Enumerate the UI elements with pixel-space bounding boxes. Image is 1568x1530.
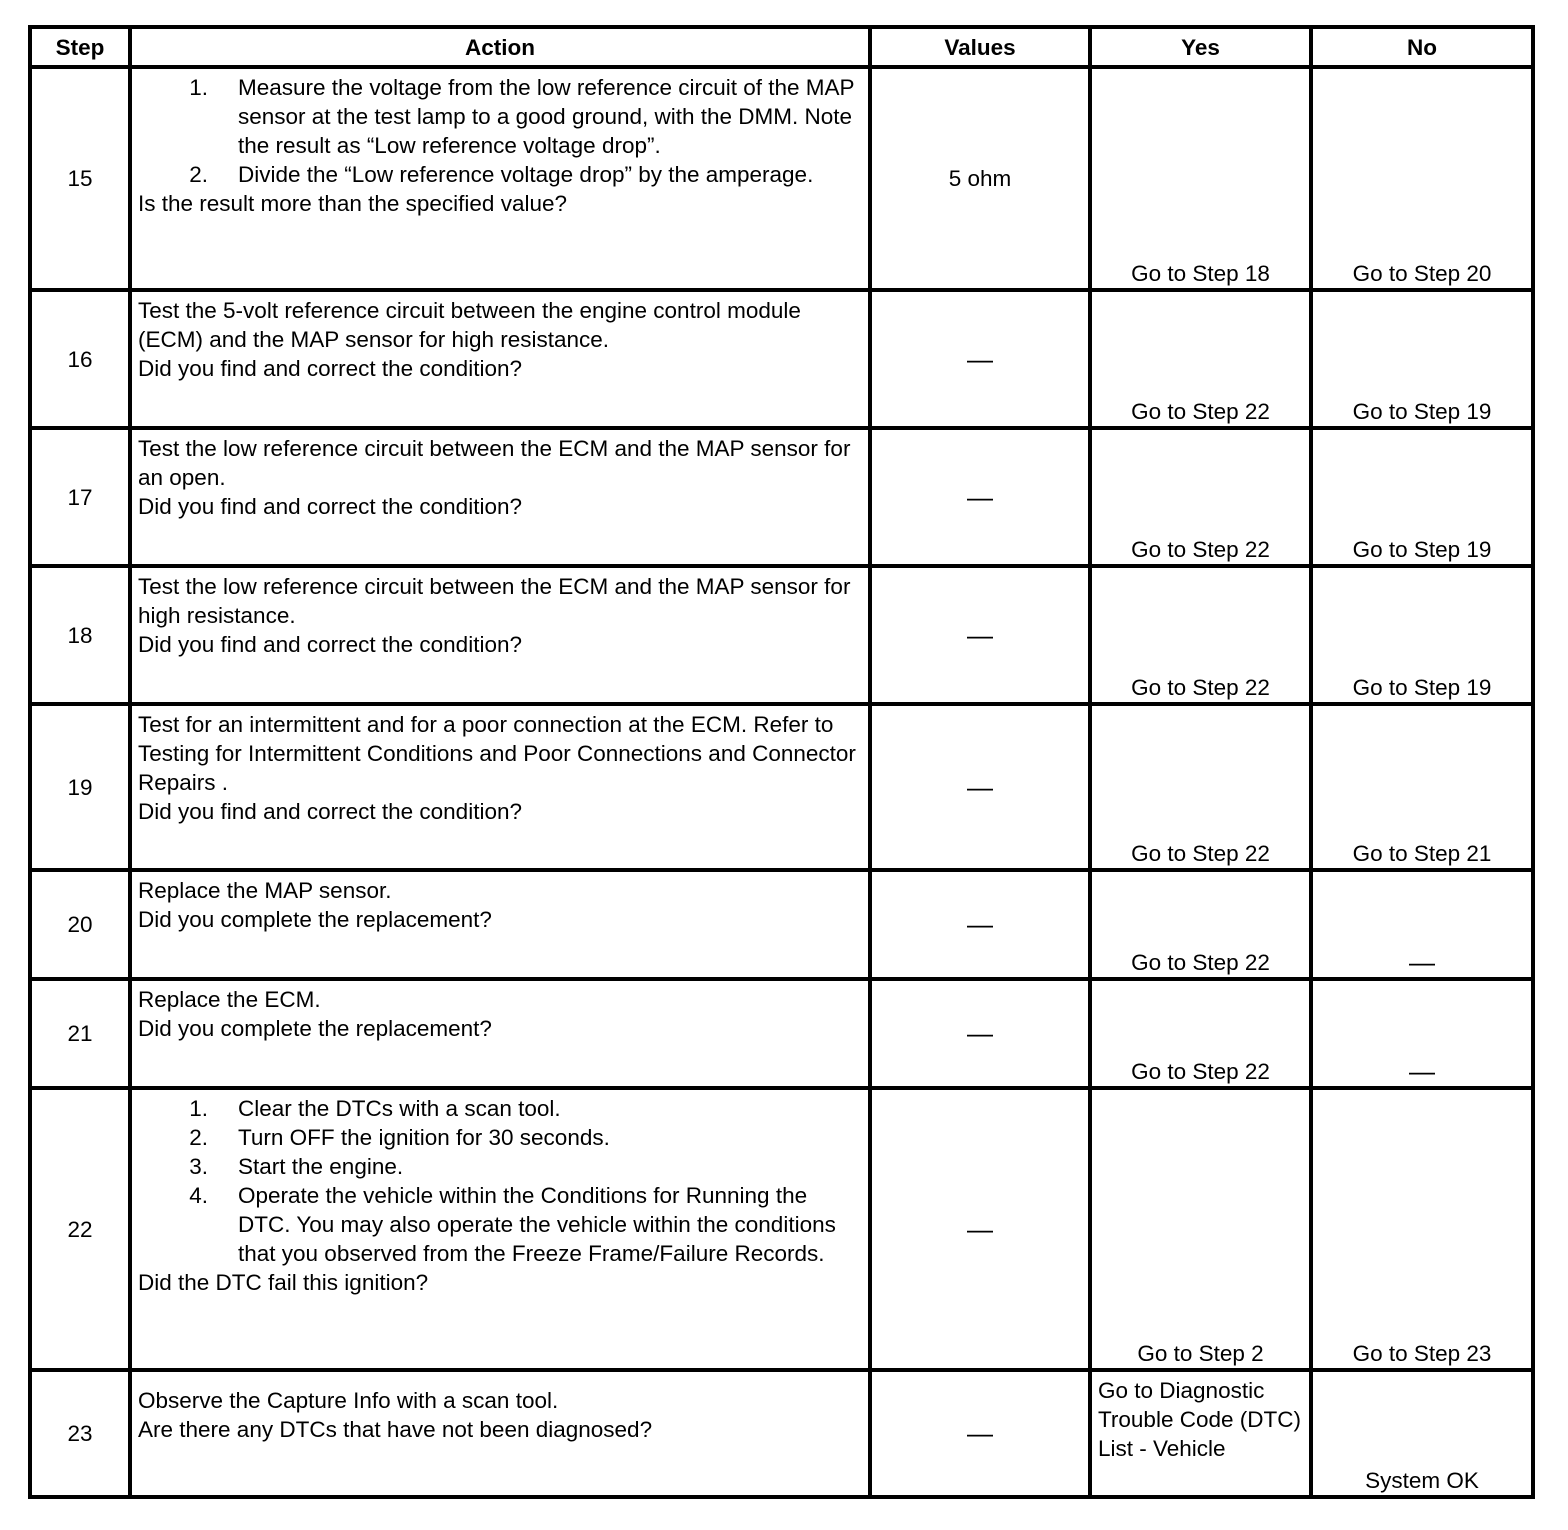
- action-text: Replace the MAP sensor.: [138, 878, 392, 903]
- action-text: Test the 5-volt reference circuit between the engine control module (ECM) and the MAP sensor for high resistance.: [138, 298, 801, 352]
- list-item: 4. Operate the vehicle within the Conditions for Running the DTC. You may also operate the vehicle within the conditions that you observed from the Freeze Frame/Failure Records.: [189, 1183, 836, 1266]
- header-row: [30, 27, 1533, 67]
- step-number: 15: [30, 67, 130, 290]
- value-cell: —: [870, 870, 1090, 979]
- action-cell: [130, 870, 870, 979]
- no-cell: System OK: [1311, 1370, 1533, 1497]
- action-text: Observe the Capture Info with a scan tool.: [138, 1388, 559, 1413]
- header-no: No: [1311, 27, 1533, 67]
- header-yes: Yes: [1090, 27, 1311, 67]
- action-question: Did you find and correct the condition?: [138, 632, 522, 657]
- yes-cell: Go to Step 22: [1090, 566, 1311, 704]
- table-row: [30, 704, 1533, 870]
- action-question: Did the DTC fail this ignition?: [138, 1270, 429, 1295]
- no-cell: —: [1311, 979, 1533, 1088]
- action-cell: [130, 566, 870, 704]
- step-number: 20: [30, 870, 130, 979]
- action-list: [138, 73, 862, 189]
- list-item: 2. Divide the “Low reference voltage drop” by the amperage.: [189, 162, 814, 187]
- yes-cell: Go to Diagnostic Trouble Code (DTC) List - Vehicle: [1090, 1370, 1311, 1497]
- step-number: 18: [30, 566, 130, 704]
- table-row: [30, 1088, 1533, 1370]
- value-cell: 5 ohm: [870, 67, 1090, 290]
- diagnostic-table: [28, 25, 1535, 1499]
- table-row: [30, 566, 1533, 704]
- value-cell: —: [870, 428, 1090, 566]
- table-row: [30, 290, 1533, 428]
- action-text: Test for an intermittent and for a poor connection at the ECM. Refer to Testing for Intermittent Conditions and Poor Connections and Connector Repairs .: [138, 712, 856, 795]
- action-cell: [130, 979, 870, 1088]
- action-cell: [130, 428, 870, 566]
- table-row: [30, 428, 1533, 566]
- step-number: 22: [30, 1088, 130, 1370]
- yes-cell: Go to Step 2: [1090, 1088, 1311, 1370]
- action-question: Did you find and correct the condition?: [138, 356, 522, 381]
- action-question: Is the result more than the specified value?: [138, 191, 567, 216]
- action-text: Replace the ECM.: [138, 987, 321, 1012]
- action-cell: [130, 290, 870, 428]
- header-values: Values: [870, 27, 1090, 67]
- yes-cell: Go to Step 22: [1090, 704, 1311, 870]
- no-cell: Go to Step 19: [1311, 428, 1533, 566]
- action-cell: [130, 1370, 870, 1497]
- header-action: Action: [130, 27, 870, 67]
- step-number: 16: [30, 290, 130, 428]
- table-row: [30, 870, 1533, 979]
- value-cell: —: [870, 704, 1090, 870]
- no-cell: Go to Step 19: [1311, 566, 1533, 704]
- value-cell: —: [870, 979, 1090, 1088]
- action-text: Test the low reference circuit between the ECM and the MAP sensor for an open.: [138, 436, 851, 490]
- no-cell: Go to Step 20: [1311, 67, 1533, 290]
- no-cell: Go to Step 19: [1311, 290, 1533, 428]
- list-item: 1. Clear the DTCs with a scan tool.: [189, 1096, 561, 1121]
- value-cell: —: [870, 566, 1090, 704]
- action-question: Did you complete the replacement?: [138, 1016, 492, 1041]
- no-cell: Go to Step 23: [1311, 1088, 1533, 1370]
- step-number: 21: [30, 979, 130, 1088]
- yes-cell: Go to Step 22: [1090, 870, 1311, 979]
- action-question: Did you complete the replacement?: [138, 907, 492, 932]
- action-cell: [130, 67, 870, 290]
- table-row: [30, 979, 1533, 1088]
- yes-cell: Go to Step 22: [1090, 428, 1311, 566]
- yes-cell: Go to Step 22: [1090, 290, 1311, 428]
- table-row: [30, 1370, 1533, 1497]
- value-cell: —: [870, 1088, 1090, 1370]
- action-cell: [130, 704, 870, 870]
- header-step: Step: [30, 27, 130, 67]
- action-list: [138, 1094, 862, 1268]
- step-number: 17: [30, 428, 130, 566]
- no-cell: —: [1311, 870, 1533, 979]
- step-number: 23: [30, 1370, 130, 1497]
- action-question: Did you find and correct the condition?: [138, 494, 522, 519]
- value-cell: —: [870, 1370, 1090, 1497]
- action-question: Are there any DTCs that have not been diagnosed?: [138, 1417, 653, 1442]
- list-item: 2. Turn OFF the ignition for 30 seconds.: [189, 1125, 610, 1150]
- list-item: 1. Measure the voltage from the low reference circuit of the MAP sensor at the test lamp to a good ground, with the DMM. Note the result as “Low reference voltage drop”.: [189, 75, 855, 158]
- yes-cell: Go to Step 18: [1090, 67, 1311, 290]
- action-question: Did you find and correct the condition?: [138, 799, 522, 824]
- action-text: Test the low reference circuit between the ECM and the MAP sensor for high resistance.: [138, 574, 851, 628]
- list-item: 3. Start the engine.: [189, 1154, 404, 1179]
- action-cell: [130, 1088, 870, 1370]
- step-number: 19: [30, 704, 130, 870]
- yes-cell: Go to Step 22: [1090, 979, 1311, 1088]
- no-cell: Go to Step 21: [1311, 704, 1533, 870]
- value-cell: —: [870, 290, 1090, 428]
- table-row: [30, 67, 1533, 290]
